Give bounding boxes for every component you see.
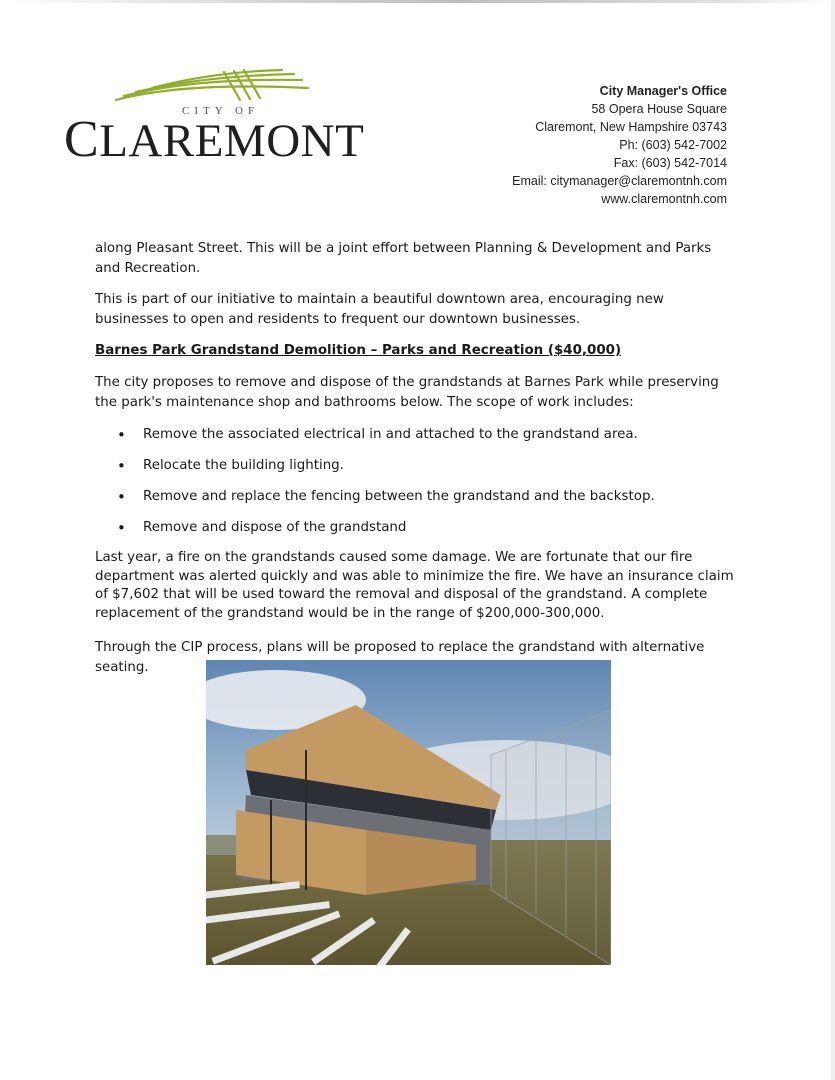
logo-swoosh-icon	[112, 66, 312, 106]
scope-item: • Remove and dispose of the grandstand	[95, 518, 735, 538]
paragraph-fire: Last year, a fire on the grandstands caused some damage. We are fortunate that our fire department was alerted quickly and was able to minimize the fire. We have an insurance claim of $7,602 that will be used toward the removal and disposal of the grandstand. A complete replacement of the grandstand would be in the range of $200,000-300,000.	[95, 550, 734, 621]
scan-right-edge	[831, 0, 835, 1080]
contact-block	[512, 82, 727, 208]
scope-item: • Relocate the building lighting.	[95, 456, 735, 476]
paragraph-initiative: This is part of our initiative to maintain a beautiful downtown area, encouraging new businesses to open and residents to frequent our downtown businesses.	[95, 292, 664, 327]
website-url: www.claremontnh.com	[601, 192, 727, 206]
email-address: Email: citymanager@claremontnh.com	[512, 174, 727, 188]
scope-item: • Remove the associated electrical in and attached to the grandstand area.	[95, 425, 735, 445]
letter-body	[95, 239, 735, 678]
logo-city-name	[64, 110, 364, 169]
logo-initial: C	[64, 111, 100, 168]
phone-number: Ph: (603) 542-7002	[619, 138, 727, 152]
grandstand-image	[206, 660, 611, 965]
section-heading: Barnes Park Grandstand Demolition – Parks and Recreation ($40,000)	[95, 343, 622, 358]
address-line-2: Claremont, New Hampshire 03743	[535, 120, 727, 134]
paragraph-cip: Through the CIP process, plans will be proposed to replace the grandstand with alternative seating.	[95, 640, 705, 675]
scan-top-edge	[0, 0, 835, 3]
scope-item: • Remove and replace the fencing between the grandstand and the backstop.	[95, 487, 735, 507]
office-name: City Manager's Office	[599, 84, 727, 98]
fax-number: Fax: (603) 542-7014	[613, 156, 727, 170]
grandstand-photo	[206, 660, 611, 965]
logo-letters: LAREMONT	[99, 115, 365, 167]
scope-list	[95, 425, 735, 538]
claremont-logo	[62, 66, 365, 168]
paragraph-continued: along Pleasant Street. This will be a joint effort between Planning & Development and Parks and Recreation.	[95, 241, 712, 276]
address-line-1: 58 Opera House Square	[591, 102, 727, 116]
logo-city-of: CITY OF	[182, 105, 260, 117]
paragraph-proposal: The city proposes to remove and dispose of the grandstands at Barnes Park while preserving the park's maintenance shop and bathrooms below. The scope of work includes:	[95, 375, 719, 410]
